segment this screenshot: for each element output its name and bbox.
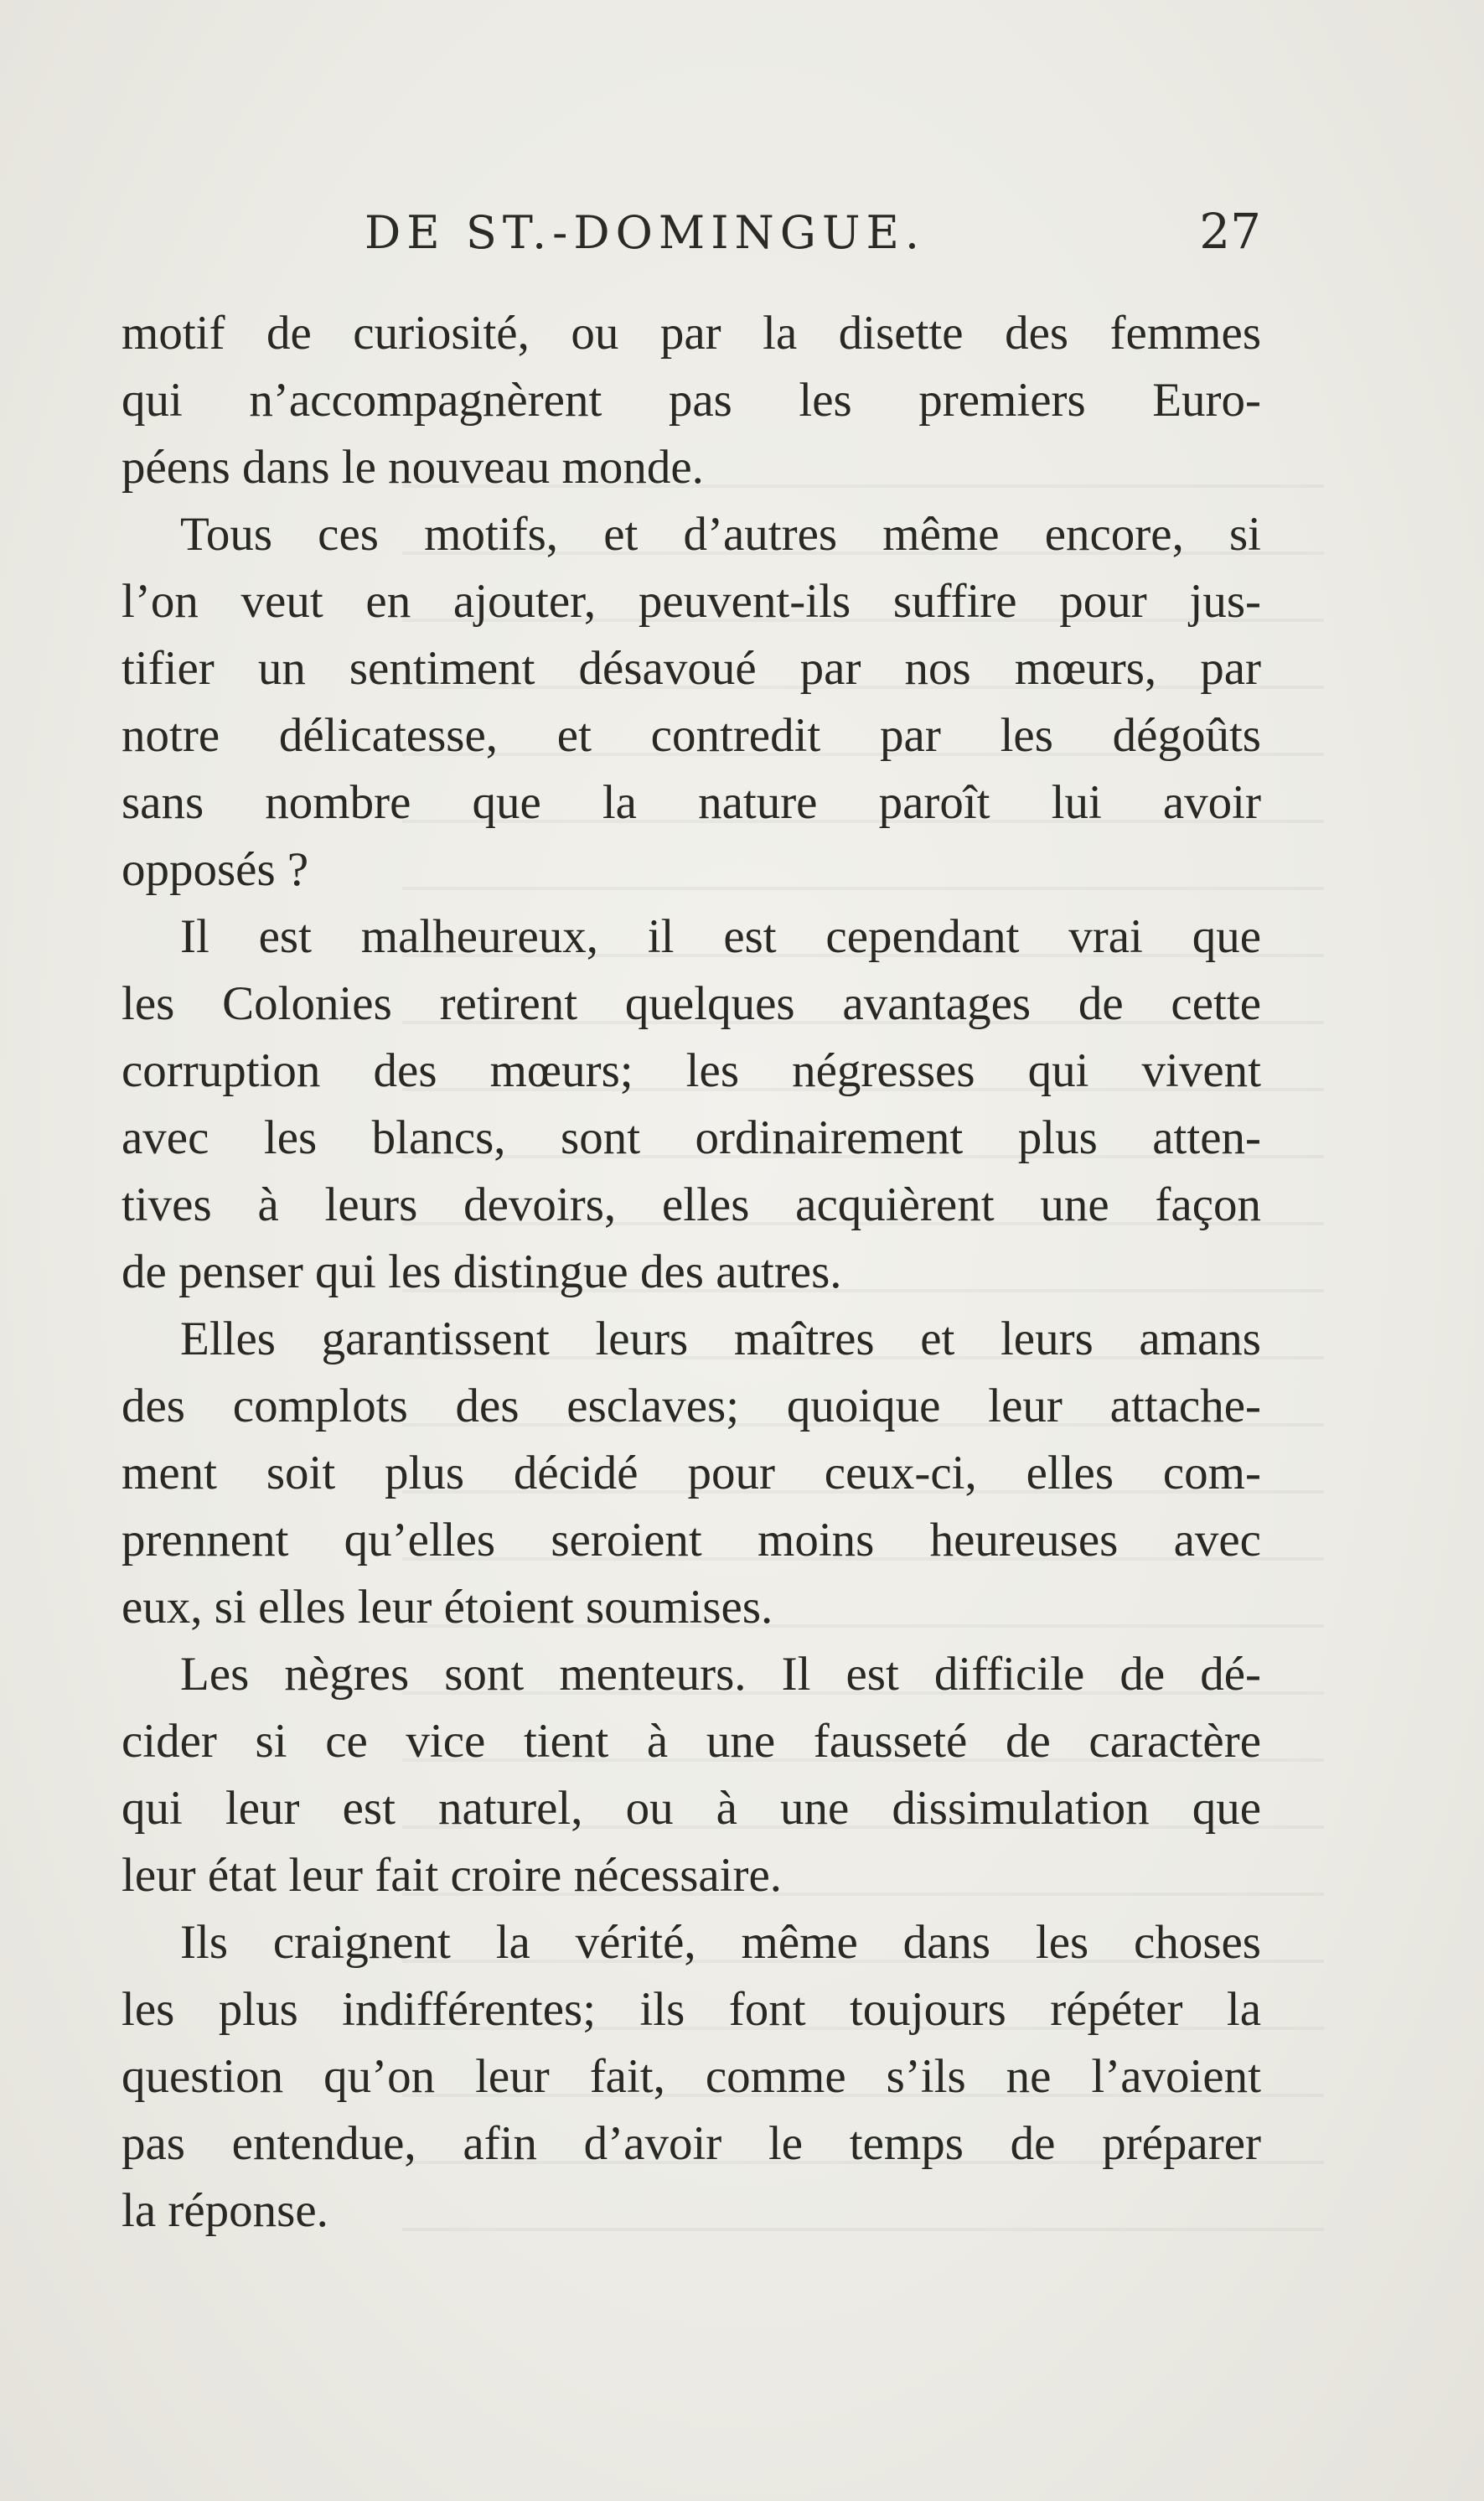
page-header (122, 203, 1261, 273)
text-line: eux, si elles leur étoient soumises. (122, 1581, 773, 1634)
paragraph (122, 1909, 1261, 2245)
text-line: l’on veut en ajouter, peuvent-ils suffire pour jus- (122, 575, 1261, 628)
paragraph (122, 501, 1261, 904)
text-line: opposés ? (122, 843, 309, 896)
text-line: tifier un sentiment désavoué par nos mœurs, par (122, 642, 1261, 695)
running-title: DE ST.-DOMINGUE. (365, 206, 926, 259)
paragraph (122, 904, 1261, 1306)
paragraph (122, 1306, 1261, 1641)
text-line: Elles garantissent leurs maîtres et leurs amans (180, 1313, 1261, 1365)
page-number: 27 (1199, 203, 1261, 260)
body-text (122, 300, 1261, 2245)
text-line: les Colonies retirent quelques avantages de cette (122, 977, 1261, 1030)
text-line: sans nombre que la nature paroît lui avoir (122, 776, 1261, 829)
text-line: les plus indifférentes; ils font toujours répéter la (122, 1983, 1261, 2036)
paragraph (122, 300, 1261, 501)
text-line: péens dans le nouveau monde. (122, 441, 704, 494)
text-line: pas entendue, afin d’avoir le temps de préparer (122, 2117, 1261, 2170)
text-line: ment soit plus décidé pour ceux-ci, elles com- (122, 1447, 1261, 1499)
text-line: corruption des mœurs; les négresses qui vivent (122, 1044, 1261, 1097)
text-line: tives à leurs devoirs, elles acquièrent une façon (122, 1178, 1261, 1231)
text-line: de penser qui les distingue des autres. (122, 1245, 842, 1298)
text-line: Tous ces motifs, et d’autres même encore, si (180, 508, 1261, 561)
text-line: qui leur est naturel, ou à une dissimulation que (122, 1782, 1261, 1835)
text-line: cider si ce vice tient à une fausseté de caractère (122, 1715, 1261, 1768)
text-line: notre délicatesse, et contredit par les dégoûts (122, 709, 1261, 762)
text-line: qui n’accompagnèrent pas les premiers Euro- (122, 374, 1261, 427)
text-line: leur état leur fait croire nécessaire. (122, 1849, 783, 1902)
text-line: prennent qu’elles seroient moins heureuses avec (122, 1514, 1261, 1566)
text-line: avec les blancs, sont ordinairement plus atten- (122, 1111, 1261, 1164)
text-line: Ils craignent la vérité, même dans les choses (180, 1916, 1261, 1969)
text-line: Les nègres sont menteurs. Il est difficile de dé- (180, 1648, 1261, 1701)
text-line: question qu’on leur fait, comme s’ils ne l’avoient (122, 2050, 1261, 2103)
paragraph (122, 1641, 1261, 1909)
text-line: Il est malheureux, il est cependant vrai que (180, 910, 1261, 963)
text-line: la réponse. (122, 2184, 328, 2237)
text-line: des complots des esclaves; quoique leur attache- (122, 1380, 1261, 1432)
text-line: motif de curiosité, ou par la disette des femmes (122, 307, 1261, 360)
